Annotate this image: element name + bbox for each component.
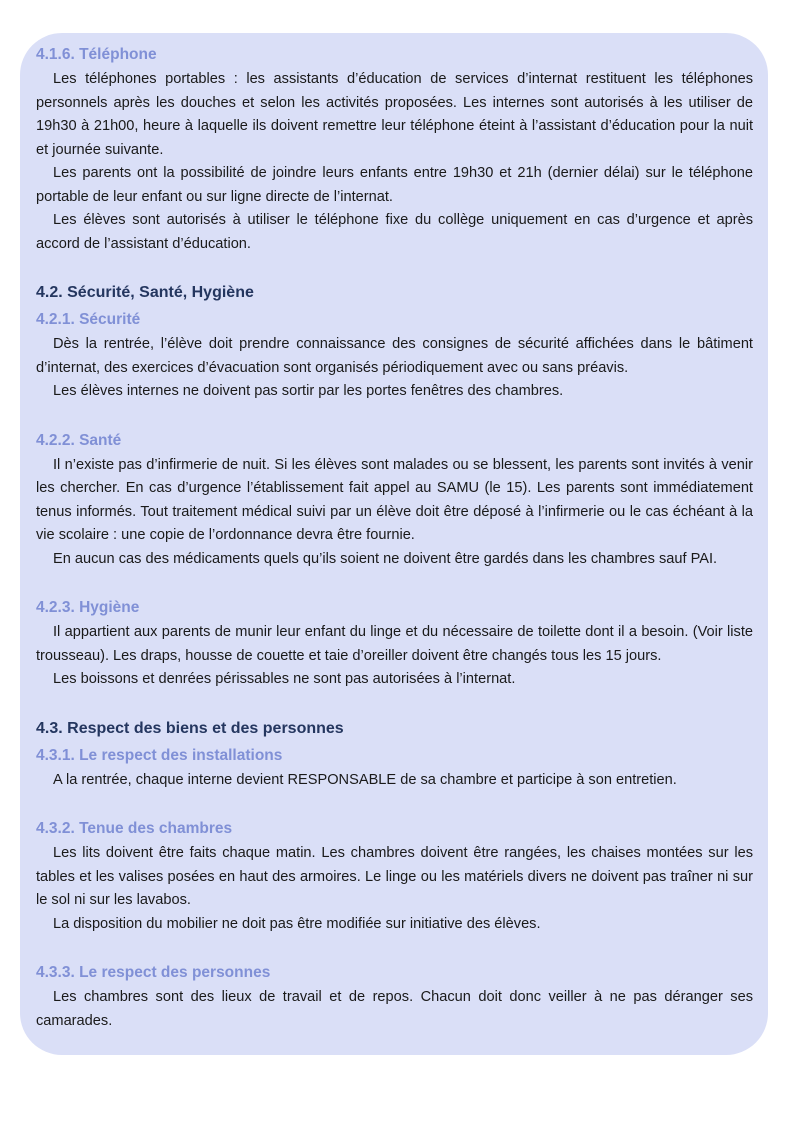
paragraph: Les chambres sont des lieux de travail et de repos. Chacun doit donc veiller à ne pas déranger ses camarades. xyxy=(36,989,753,1029)
section-heading: 4.2.2. Santé xyxy=(36,431,122,449)
paragraph: Dès la rentrée, l’élève doit prendre connaissance des consignes de sécurité affichées dans le bâtiment d’internat, des exercices d’évacuation sont organisés périodiquement avec ou sans préavis. xyxy=(36,336,753,376)
paragraph: Il appartient aux parents de munir leur enfant du linge et du nécessaire de toilette dont il a besoin. (Voir liste trousseau). Les draps, housse de couette et taie d’oreiller doivent être changés tous les 15 jours. xyxy=(36,624,753,664)
section xyxy=(36,960,753,1033)
paragraph: Les parents ont la possibilité de joindre leurs enfants entre 19h30 et 21h (dernier délai) sur le téléphone portable de leur enfant ou sur ligne directe de l’internat. xyxy=(36,165,753,205)
paragraph: Les élèves sont autorisés à utiliser le téléphone fixe du collège uniquement en cas d’urgence et après accord de l’assistant d’éducation. xyxy=(36,212,753,252)
section-heading: 4.3.1. Le respect des installations xyxy=(36,746,283,764)
section xyxy=(36,307,753,404)
section xyxy=(36,42,753,256)
section-heading: 4.1.6. Téléphone xyxy=(36,46,157,63)
section xyxy=(36,716,753,742)
section xyxy=(36,428,753,572)
section-heading: 4.2. Sécurité, Santé, Hygiène xyxy=(36,284,254,301)
paragraph: Les élèves internes ne doivent pas sortir par les portes fenêtres des chambres. xyxy=(53,383,564,399)
section-heading: 4.2.1. Sécurité xyxy=(36,311,141,328)
paragraph: Les téléphones portables : les assistants d’éducation de services d’internat restituent les téléphones personnels après les douches et selon les activités proposées. Les internes sont autorisés à les utiliser de 19h30 à 21h00, heure à laquelle ils doivent remettre leur téléphone éteint à l’assistant d’éducation pour la nuit et journée suivante. xyxy=(36,71,753,158)
section xyxy=(36,280,753,306)
paragraph: La disposition du mobilier ne doit pas être modifiée sur initiative des élèves. xyxy=(53,915,541,932)
paragraph: Les boissons et denrées périssables ne sont pas autorisées à l’internat. xyxy=(53,671,516,687)
paragraph: Les lits doivent être faits chaque matin. Les chambres doivent être rangées, les chaises montées sur les tables et les valises posées en haut des armoires. Le linge ou les matériels divers ne doivent pas traîner ni sur le sol ni sur les lavabos. xyxy=(36,845,753,908)
paragraph: A la rentrée, chaque interne devient RESPONSABLE de sa chambre et participe à son entretien. xyxy=(53,771,677,788)
section xyxy=(36,743,753,793)
section-heading: 4.2.3. Hygiène xyxy=(36,599,140,616)
paragraph: Il n’existe pas d’infirmerie de nuit. Si les élèves sont malades ou se blessent, les parents sont invités à venir les chercher. En cas d’urgence l’établissement fait appel au SAMU (le 15). Les parents sont immédiatement tenus informés. Tout traitement médical suivi par un élève doit être déposé à l’infirmerie ou le cas échéant à la vie scolaire : une copie de l’ordonnance devra être fournie. xyxy=(36,456,753,543)
section-heading: 4.3. Respect des biens et des personnes xyxy=(36,719,344,737)
paragraph: En aucun cas des médicaments quels qu’ils soient ne doivent être gardés dans les chambres sauf PAI. xyxy=(53,550,718,567)
section-heading: 4.3.2. Tenue des chambres xyxy=(36,820,233,837)
section xyxy=(36,816,753,936)
document-card xyxy=(20,33,768,1055)
section-heading: 4.3.3. Le respect des personnes xyxy=(36,964,271,981)
section xyxy=(36,595,753,692)
